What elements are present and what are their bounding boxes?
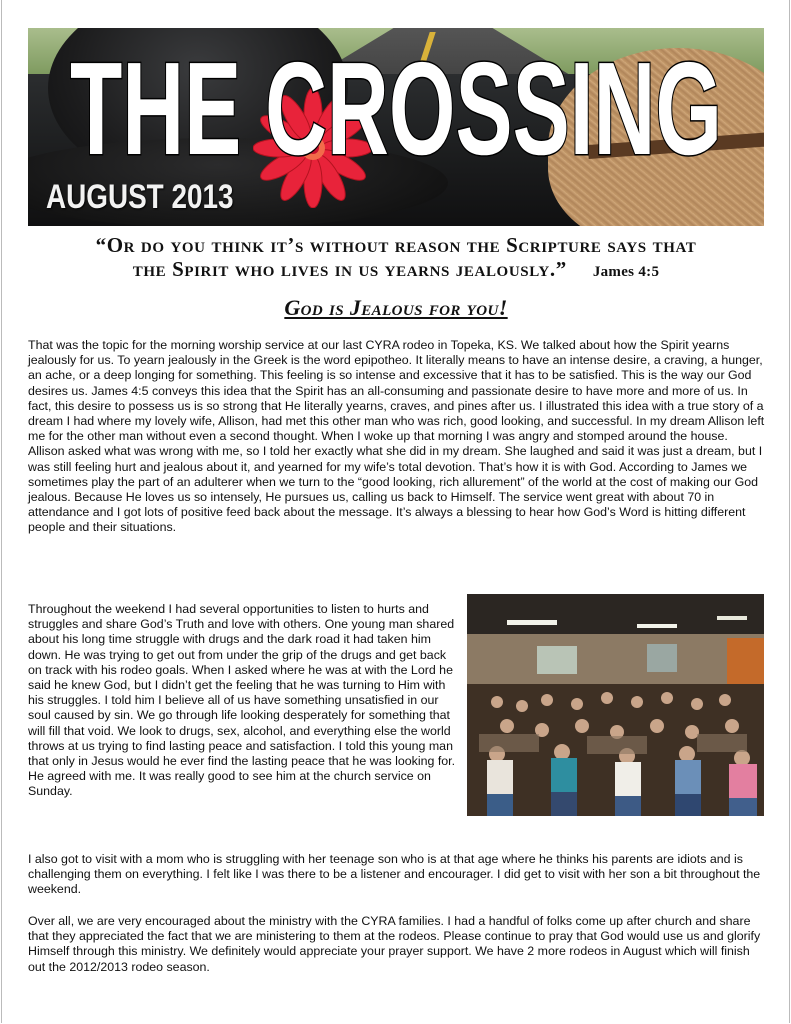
article-heading: God is Jealous for you! bbox=[284, 295, 508, 320]
paragraph-1: That was the topic for the morning worship service at our last CYRA rodeo in Topeka, KS. We talked about how the Spirit yearns jealously for us. To yearn jealously in the Greek is the word epipotheo. It literally means to have an intense desire, a craving, a hunger, an ache, or a deep longing for something. This feeling is so intense and excessive that it has to be satisfied. This is the way our God desires us. James 4:5 conveys this idea that the Spirit has an all-consuming and passionate desire to have more and more of us. In fact, this desire to possess us is so strong that He literally yearns, craves, and pines after us. I illustrated this idea with a true story of a dream I had where my lovely wife, Allison, had met this other man who was rich, good looking, and successful. In my dream Allison left me for the other man without even a second thought. When I woke up that morning I was angry and stomped around the house. Allison asked what was wrong with me, so I told her exactly what she did in my dream. She laughed and said it was just a dream, but I was still feeling hurt and jealous about it, and yearned for my wife’s total devotion. That’s how it is with God. According to James we sometimes play the part of an adulterer when we turn to the “good looking, rich allurement” of the world at the cost of making our God jealous. Because He loves us so intensely, He pursues us, calling us back to Himself. The service went great with about 70 in attendance and I got lots of positive feed back about the message. It’s always a blessing to hear how God’s Word is hitting different people and their situations. bbox=[28, 338, 765, 535]
church-service-photo bbox=[467, 594, 764, 816]
title-text: THE CROSSING bbox=[70, 35, 722, 172]
scripture-line-2-wrap bbox=[28, 257, 764, 284]
paragraph-2: Throughout the weekend I had several opportunities to listen to hurts and struggles and share God’s Truth and love with others. One young man shared about his long time struggle with drugs and the dark road it had taken him down. He was trying to get out from under the grip of the drugs and get back on track with his rodeo goals. When I asked where he was at with the Lord he said he knew God, but I didn’t get the feeling that he was turning to Him with his struggles. I told him I believe all of us have something unsatisfied in our soul caused by sin. We go through life looking desperately for something that will fill that void. We look to drugs, sex, alcohol, and everything else the world throws at us trying to find lasting peace and satisfaction. I told this young man that only in Jesus would he ever find the lasting peace that he was looking for. He agreed with me. It was really good to see him at the church service on Sunday. bbox=[28, 602, 456, 799]
scripture-reference: James 4:5 bbox=[592, 264, 660, 280]
paragraph-4: Over all, we are very encouraged about the ministry with the CYRA families. I had a handful of folks come up after church and share that they appreciated the fact that we are ministering to them at the rodeos. Please continue to pray that God would use us and glorify Himself through this ministry. We definitely would appreciate your prayer support. We have 2 more rodeos in August which will finish out the 2012/2013 rodeo season. bbox=[28, 914, 761, 974]
issue-date: AUGUST 2013 bbox=[46, 178, 234, 216]
masthead-banner bbox=[28, 28, 764, 226]
paragraph-3: I also got to visit with a mom who is struggling with her teenage son who is at that age where he thinks his parents are idiots and is challenging them on everything. I felt like I was there to be a listener and encourager. I did get to visit with her son a bit throughout the weekend. bbox=[28, 852, 761, 897]
masthead-title bbox=[28, 32, 764, 172]
scripture-line-2: the Spirit who lives in us yearns jealously.” bbox=[132, 257, 567, 281]
scripture-quote bbox=[28, 233, 764, 284]
scripture-line-1: “Or do you think it’s without reason the Scripture says that bbox=[95, 233, 697, 257]
